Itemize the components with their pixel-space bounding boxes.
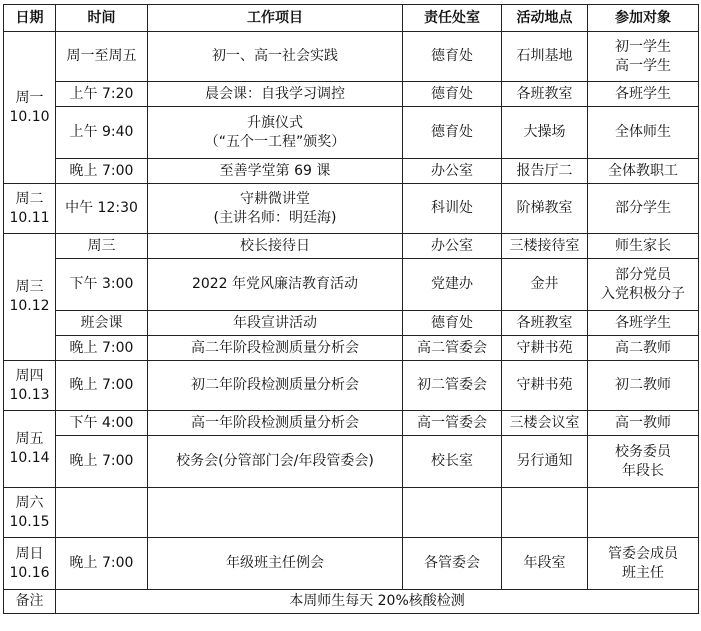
who-cell: [588, 107, 699, 159]
header-dept: 责任处室: [403, 5, 502, 32]
item-cell: [148, 82, 403, 107]
item-cell: [148, 159, 403, 184]
place-cell: 三楼会议室: [502, 411, 588, 436]
table-row: [4, 411, 699, 436]
who-cell: [588, 32, 699, 82]
day-cell-fri: [4, 411, 56, 488]
day-name: 周六: [15, 494, 44, 511]
who-line: 初一学生: [615, 38, 671, 55]
table-row: [4, 538, 699, 590]
day-name: 周二: [15, 190, 44, 207]
item-cell: [148, 538, 403, 590]
item-line: 初一、高一社会实践: [212, 48, 338, 64]
dept-cell: 初二管委会: [403, 361, 502, 411]
header-item: 工作项目: [148, 5, 403, 32]
table-row: [4, 82, 699, 107]
time-cell: 晚上 7:00: [56, 336, 148, 361]
dept-cell: 校长室: [403, 436, 502, 488]
place-cell: 金井: [502, 259, 588, 311]
time-cell: 晚上 7:00: [56, 361, 148, 411]
place-cell: 年段室: [502, 538, 588, 590]
header-row: [4, 5, 699, 32]
dept-cell: 各管委会: [403, 538, 502, 590]
dept-cell: 高一管委会: [403, 411, 502, 436]
day-cell-wed: [4, 234, 56, 361]
note-text: 本周师生每天 20%核酸检测: [56, 590, 699, 614]
who-line: 师生家长: [615, 237, 671, 254]
who-cell: [588, 361, 699, 411]
time-cell: 中午 12:30: [56, 184, 148, 234]
day-name: 周日: [15, 545, 44, 562]
who-line: 校务委员: [615, 443, 671, 460]
who-cell: [588, 311, 699, 336]
time-cell: 晚上 7:00: [56, 538, 148, 590]
weekly-schedule-table: [3, 4, 699, 614]
place-cell: 阶梯教室: [502, 184, 588, 234]
table-row: [4, 107, 699, 159]
place-cell: 另行通知: [502, 436, 588, 488]
table-row: [4, 32, 699, 82]
day-name: 周一: [15, 89, 44, 106]
item-cell: [148, 411, 403, 436]
item-cell: [148, 259, 403, 311]
item-cell: [148, 234, 403, 259]
who-line: 初二教师: [615, 377, 671, 393]
who-cell: [588, 336, 699, 361]
dept-cell: 德育处: [403, 32, 502, 82]
time-cell: 下午 3:00: [56, 259, 148, 311]
who-cell: [588, 488, 699, 538]
who-line: 高一教师: [615, 414, 671, 431]
dept-cell: 科训处: [403, 184, 502, 234]
item-cell: [148, 32, 403, 82]
table-row: [4, 436, 699, 488]
time-cell: [56, 488, 148, 538]
note-row: [4, 590, 699, 614]
item-line: 初二年阶段检测质量分析会: [191, 377, 359, 393]
dept-cell: [403, 488, 502, 538]
table-row: [4, 336, 699, 361]
item-cell: [148, 184, 403, 234]
who-cell: [588, 538, 699, 590]
day-date: 10.16: [9, 564, 50, 581]
time-cell: 上午 7:20: [56, 82, 148, 107]
who-cell: [588, 82, 699, 107]
time-cell: 晚上 7:00: [56, 436, 148, 488]
item-line: 至善学堂第 69 课: [219, 162, 331, 179]
day-date: 10.15: [9, 513, 50, 530]
header-who: 参加对象: [588, 5, 699, 32]
note-label: 备注: [4, 590, 56, 614]
item-cell: [148, 436, 403, 488]
day-cell-sun: [4, 538, 56, 590]
dept-cell: 高二管委会: [403, 336, 502, 361]
who-cell: [588, 184, 699, 234]
item-line: 年段宣讲活动: [233, 314, 317, 331]
place-cell: 守耕书苑: [502, 361, 588, 411]
who-line: 管委会成员: [608, 545, 678, 562]
day-cell-tue: [4, 184, 56, 234]
day-date: 10.13: [9, 386, 50, 403]
item-line: 校务会(分管部门会/年段管委会): [176, 453, 374, 469]
who-line: 部分党员: [615, 266, 671, 283]
who-cell: [588, 436, 699, 488]
item-cell: [148, 107, 403, 159]
who-line: 部分学生: [615, 200, 671, 216]
dept-cell: 办公室: [403, 159, 502, 184]
time-cell: 周三: [56, 234, 148, 259]
day-date: 10.10: [9, 108, 50, 125]
item-line: 年级班主任例会: [226, 555, 324, 571]
place-cell: 守耕书苑: [502, 336, 588, 361]
place-cell: 各班教室: [502, 82, 588, 107]
who-line: 高一学生: [615, 57, 671, 74]
dept-cell: 德育处: [403, 107, 502, 159]
time-cell: 下午 4:00: [56, 411, 148, 436]
place-cell: 三楼接待室: [502, 234, 588, 259]
place-cell: 大操场: [502, 107, 588, 159]
item-cell: [148, 336, 403, 361]
table-row: [4, 234, 699, 259]
item-line: 守耕微讲堂: [240, 190, 310, 207]
who-cell: [588, 411, 699, 436]
item-line: 高二年阶段检测质量分析会: [191, 339, 359, 356]
place-cell: 各班教室: [502, 311, 588, 336]
place-cell: [502, 488, 588, 538]
header-date: 日期: [4, 5, 56, 32]
place-cell: 石圳基地: [502, 32, 588, 82]
day-date: 10.11: [9, 209, 50, 226]
place-cell: 报告厅二: [502, 159, 588, 184]
day-date: 10.12: [9, 298, 50, 314]
item-line: 校长接待日: [240, 237, 310, 254]
item-line: 2022 年党风廉洁教育活动: [191, 276, 359, 292]
dept-cell: 办公室: [403, 234, 502, 259]
time-cell: 周一至周五: [56, 32, 148, 82]
item-cell: [148, 488, 403, 538]
day-cell-sat: [4, 488, 56, 538]
item-cell: [148, 311, 403, 336]
header-place: 活动地点: [502, 5, 588, 32]
who-line: 全体教职工: [608, 162, 678, 179]
table-row: [4, 311, 699, 336]
item-line: 升旗仪式: [247, 114, 303, 131]
table-row: [4, 184, 699, 234]
who-cell: [588, 159, 699, 184]
day-name: 周五: [15, 431, 44, 447]
day-name: 周四: [15, 367, 44, 384]
dept-cell: 德育处: [403, 82, 502, 107]
who-line: 班主任: [622, 564, 664, 581]
item-line: 高一年阶段检测质量分析会: [191, 414, 359, 431]
who-line: 年段长: [622, 462, 664, 479]
table-row: [4, 361, 699, 411]
who-cell: [588, 234, 699, 259]
day-cell-mon: [4, 32, 56, 184]
who-cell: [588, 259, 699, 311]
table-row: [4, 488, 699, 538]
table-row: [4, 159, 699, 184]
dept-cell: 党建办: [403, 259, 502, 311]
who-line: 各班学生: [615, 85, 671, 102]
day-date: 10.14: [9, 450, 50, 466]
time-cell: 班会课: [56, 311, 148, 336]
who-line: 各班学生: [615, 314, 671, 331]
who-line: 高二教师: [615, 339, 671, 356]
time-cell: 晚上 7:00: [56, 159, 148, 184]
item-cell: [148, 361, 403, 411]
header-time: 时间: [56, 5, 148, 32]
who-line: 全体师生: [615, 124, 671, 140]
day-cell-thu: [4, 361, 56, 411]
who-line: 入党积极分子: [601, 285, 685, 302]
table-row: [4, 259, 699, 311]
day-name: 周三: [15, 279, 44, 295]
item-line: （“五个一工程”颁奖）: [204, 133, 346, 150]
item-line: 晨会课：自我学习调控: [205, 85, 345, 102]
dept-cell: 德育处: [403, 311, 502, 336]
item-line: (主讲名师：明廷海): [213, 209, 337, 226]
time-cell: 上午 9:40: [56, 107, 148, 159]
